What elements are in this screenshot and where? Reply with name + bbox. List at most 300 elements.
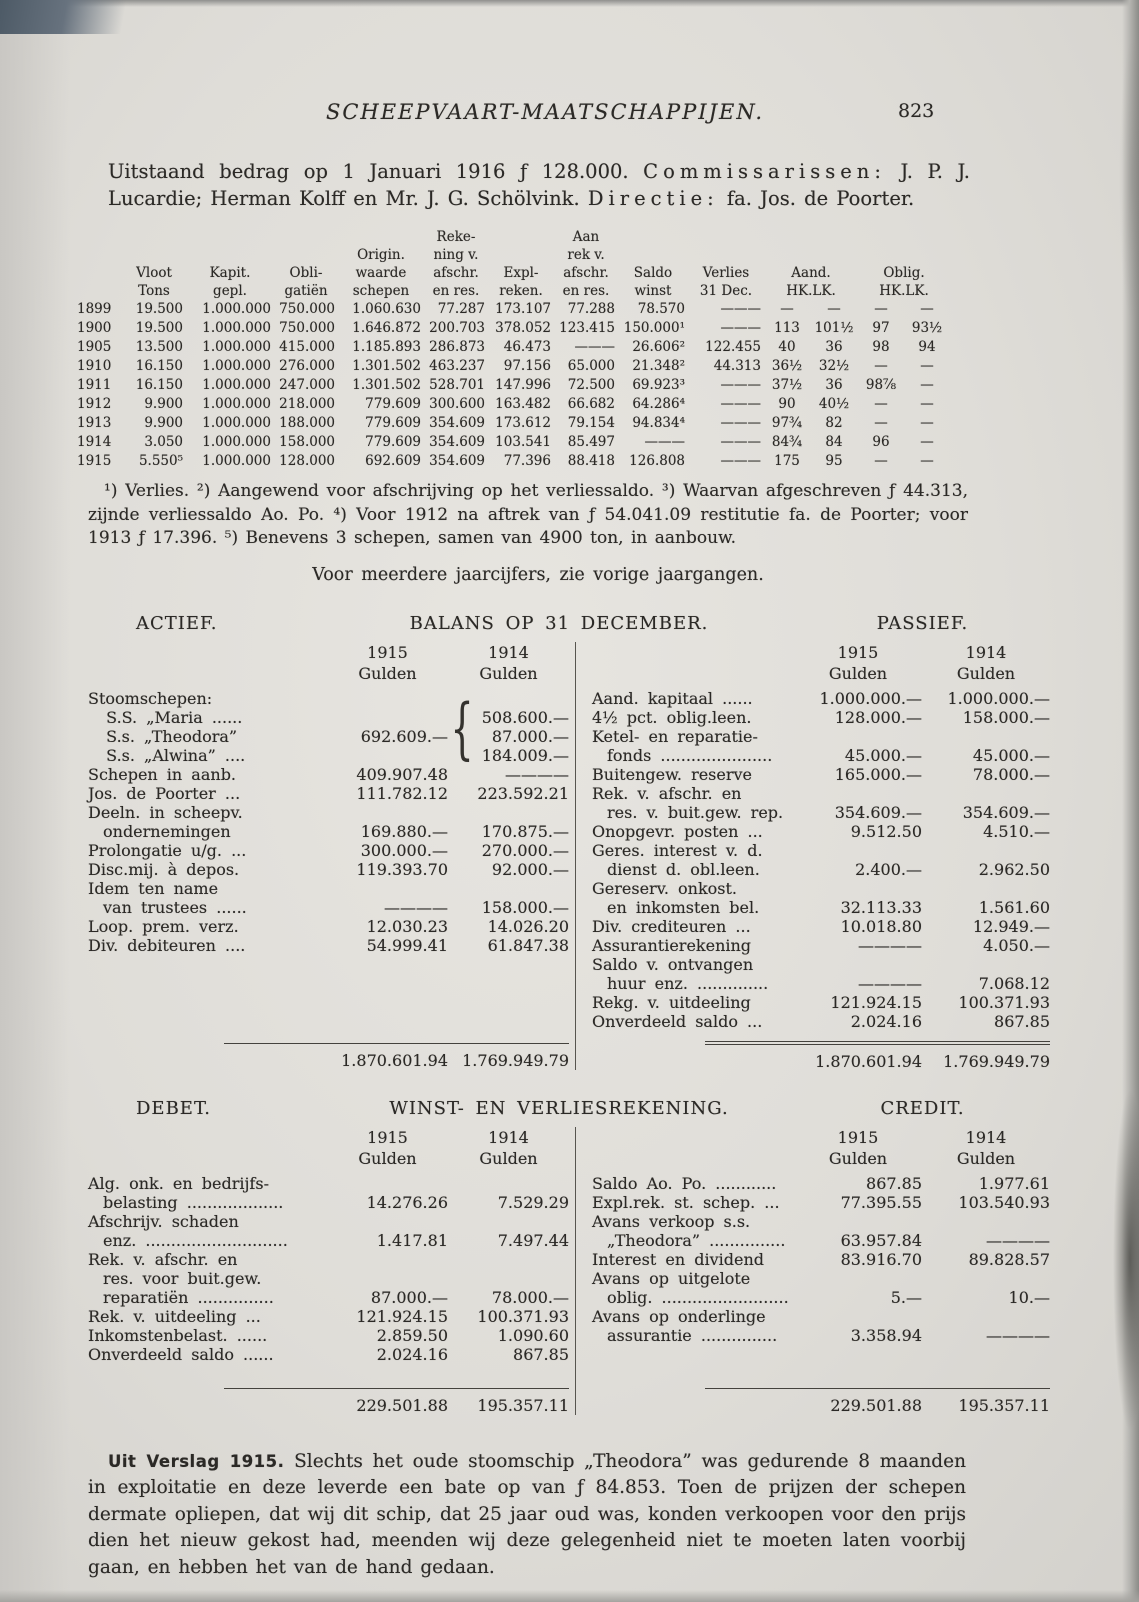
fleet-header-cell: Kapit.	[209, 265, 251, 281]
statement-label: Rekg. v. uitdeeling	[592, 992, 751, 1012]
fleet-cell: 163.482	[495, 396, 551, 412]
statement-label: S.S. „Maria ......	[88, 707, 243, 727]
fleet-row	[74, 414, 950, 433]
statement-row	[592, 784, 1050, 822]
intro-commissarissen-label: Commissarissen:	[643, 160, 886, 183]
statement-label: Div. crediteuren ...	[592, 916, 751, 936]
fleet-cell: 16.150	[135, 377, 183, 393]
fleet-header-row-2	[74, 246, 950, 264]
value-1914: 354.609.—	[962, 802, 1050, 822]
value-1914: ————	[986, 1230, 1050, 1250]
value-1915: 2.024.16	[376, 1344, 448, 1364]
fleet-cell: 82	[825, 415, 843, 431]
statement-label: Stoomschepen:	[88, 688, 213, 708]
value-1914: 100.371.93	[477, 1306, 569, 1326]
value-1915: 169.880.—	[360, 821, 448, 841]
debet-total-row	[88, 1396, 569, 1415]
value-1914: 158.000.—	[962, 707, 1050, 727]
statement-row	[592, 822, 1050, 841]
statement-label: Avans op uitgelote oblig. .........................	[592, 1268, 789, 1307]
fleet-cell: 40	[778, 339, 796, 355]
actief-panel	[88, 642, 575, 1070]
statement-label: Onopgevr. posten ...	[592, 821, 763, 841]
fleet-cell: 1.000.000	[202, 320, 271, 336]
fleet-cell: 173.107	[495, 301, 551, 317]
spacer	[592, 1345, 1050, 1378]
statement-row	[88, 841, 569, 860]
balans-table	[88, 642, 1050, 1070]
fleet-header-cell: schepen	[352, 283, 410, 299]
credit-column-headers	[592, 1127, 1050, 1169]
fleet-cell: 286.873	[429, 339, 485, 355]
fleet-cell: ———	[720, 320, 761, 336]
year-label: 1915	[837, 1127, 879, 1147]
fleet-cell: —	[874, 453, 888, 469]
fleet-header-row-4	[74, 282, 950, 300]
fleet-cell: 97.156	[503, 358, 551, 374]
statement-row	[88, 917, 569, 936]
value-1915: 9.512.50	[850, 821, 922, 841]
fleet-cell: —	[920, 301, 934, 317]
fleet-cell: 779.609	[365, 396, 421, 412]
statement-row	[88, 727, 569, 746]
year-label: 1915	[837, 642, 879, 662]
fleet-cell: 1.646.872	[352, 320, 421, 336]
total-rule	[224, 1388, 569, 1389]
value-1915: 121.924.15	[356, 1306, 448, 1326]
actief-total-1914: 1.769.949.79	[462, 1050, 569, 1070]
fleet-cell: 16.150	[135, 358, 183, 374]
debet-column-headers	[88, 1127, 569, 1169]
fleet-header-cell	[488, 228, 554, 246]
statement-row	[88, 689, 569, 708]
value-1914: 1.090.60	[497, 1325, 569, 1345]
value-1915: 32.113.33	[840, 897, 922, 917]
year-column-1915	[794, 1127, 922, 1169]
statement-label: Div. debiteuren ....	[88, 935, 246, 955]
spacer-cell	[88, 642, 327, 684]
statement-row	[88, 746, 569, 765]
statement-label: Assurantierekening	[592, 935, 752, 955]
fleet-cell: 1.000.000	[202, 339, 271, 355]
fleet-header-row-3	[74, 264, 950, 282]
passief-rows	[592, 689, 1050, 1031]
year-column-1914	[448, 1127, 569, 1169]
scan-artifact	[0, 1590, 1139, 1602]
year-column-1915	[794, 642, 922, 684]
wv-table	[88, 1127, 1050, 1415]
fleet-cell: —	[920, 377, 934, 393]
value-1914: 78.000.—	[972, 764, 1050, 784]
fleet-header-cell: en res.	[562, 283, 610, 299]
statement-row	[88, 1174, 569, 1212]
intro-text-c: J. P. J. Lucardie; Herman Kolff en Mr. J. G. Schölvink.	[108, 160, 970, 210]
fleet-row	[74, 376, 950, 395]
value-1914: 4.510.—	[983, 821, 1050, 841]
total-rule	[705, 1041, 1050, 1045]
fleet-cell: 21.348²	[632, 358, 685, 374]
value-1914: 1.000.000.—	[947, 688, 1050, 708]
fleet-cell: 32½	[818, 358, 850, 374]
fleet-row	[74, 395, 950, 414]
year-column-1914	[922, 642, 1050, 684]
fleet-cell: —	[920, 358, 934, 374]
statement-label: Aand. kapitaal ......	[592, 688, 753, 708]
fleet-cell: 1.000.000	[202, 301, 271, 317]
fleet-cell: 1.000.000	[202, 453, 271, 469]
fleet-cell: 147.996	[495, 377, 551, 393]
verslag-text: Slechts het oude stoomschip „Theodora” was gedurende 8 maanden in exploitatie en deze leverde een bate op van ƒ 84.853. Toen de prijzen der schepen dermate opliepen, dat wij dit schip, dat 25 jaar oud was, konden verkoopen voor den prijs dien het nieuw gekost had, meenden wij deze gelegenheid niet te moeten laten voorbij gaan, en hebben het van de hand gedaan.	[88, 1450, 966, 1578]
fleet-cell: 69.923³	[632, 377, 685, 393]
statement-label: Inkomstenbelast. ......	[88, 1325, 268, 1345]
fleet-cell: 1.301.502	[352, 377, 421, 393]
currency-label: Gulden	[358, 663, 417, 683]
currency-label: Gulden	[828, 1148, 888, 1168]
fleet-header-cell	[618, 246, 950, 264]
value-1915: 10.018.80	[840, 916, 922, 936]
fleet-cell: 354.609	[429, 453, 485, 469]
fleet-cell: —	[780, 301, 794, 317]
fleet-header-cell: HK.LK.	[879, 283, 929, 299]
value-1914: 89.828.57	[968, 1249, 1050, 1269]
fleet-row	[74, 433, 950, 452]
fleet-cell: 1911	[77, 377, 112, 393]
value-1915: 2.400.—	[855, 859, 922, 879]
value-1915: 45.000.—	[844, 745, 922, 765]
fleet-cell: 779.609	[365, 415, 421, 431]
fleet-cell: 96	[872, 434, 890, 450]
fleet-cell: 750.000	[279, 301, 335, 317]
fleet-cell: 122.455	[705, 339, 761, 355]
fleet-header-cell: Expl-	[503, 265, 539, 281]
spacer-cell	[88, 1127, 327, 1169]
credit-total-1914: 195.357.11	[958, 1395, 1050, 1415]
fleet-header-cell: Vloot	[136, 265, 172, 281]
fleet-header-cell: rek v.	[567, 247, 605, 263]
fleet-header-cell	[74, 264, 122, 282]
fleet-cell: 36½	[771, 358, 803, 374]
fleet-cell: 1.000.000	[202, 358, 271, 374]
year-label: 1914	[965, 642, 1007, 662]
value-1914: 14.026.20	[487, 916, 569, 936]
fleet-cell: 276.000	[279, 358, 335, 374]
value-1914: ————	[986, 1325, 1050, 1345]
statement-label: Geres. interest v. d. dienst d. obl.leen.	[592, 840, 763, 879]
value-1915: 12.030.23	[366, 916, 448, 936]
statement-row	[88, 784, 569, 803]
value-1914: 184.009.—	[481, 745, 569, 765]
fleet-cell: 1.301.502	[352, 358, 421, 374]
fleet-cell: 128.000	[279, 453, 335, 469]
value-1915: 83.916.70	[840, 1249, 922, 1269]
passief-heading: PASSIEF.	[876, 612, 969, 634]
fleet-header-row-1	[74, 228, 950, 246]
statement-row	[88, 803, 569, 841]
fleet-cell: 1905	[77, 339, 112, 355]
statement-label: Gereserv. onkost. en inkomsten bel.	[592, 878, 760, 917]
statement-row	[592, 879, 1050, 917]
fleet-cell: 1910	[77, 358, 112, 374]
statement-row	[592, 765, 1050, 784]
statement-label: Ketel- en reparatie- fonds ......................	[592, 726, 773, 765]
fleet-cell: 65.000	[567, 358, 615, 374]
statement-row	[592, 1212, 1050, 1250]
fleet-cell: 1.000.000	[202, 415, 271, 431]
fleet-header-cell: gatiën	[284, 283, 328, 299]
total-rule	[705, 1388, 1050, 1389]
value-1915: 128.000.—	[834, 707, 922, 727]
debet-panel	[88, 1127, 575, 1415]
fleet-cell: 1899	[77, 301, 112, 317]
passief-column-headers	[592, 642, 1050, 684]
year-label: 1915	[367, 1127, 408, 1147]
wv-title: WINST- EN VERLIESREKENING.	[389, 1097, 729, 1119]
statement-label: S.s. „Alwina” ....	[88, 745, 246, 765]
fleet-cell: 46.473	[503, 339, 551, 355]
value-1914: 867.85	[513, 1344, 569, 1364]
value-1914: 4.050.—	[983, 935, 1050, 955]
fleet-header-cell: waarde	[355, 265, 407, 281]
value-1914: ————	[505, 764, 569, 784]
fleet-cell: —	[920, 434, 934, 450]
fleet-header-cell: en res.	[432, 283, 480, 299]
statement-label: Disc.mij. à depos.	[88, 859, 240, 879]
statement-label: Loop. prem. verz.	[88, 916, 239, 936]
intro-text-e: fa. Jos. de Poorter.	[718, 187, 915, 210]
statement-row	[88, 765, 569, 784]
fleet-cell: 113	[774, 320, 800, 336]
value-1914: 92.000.—	[491, 859, 569, 879]
statement-label: Rek. v. afschr. en res. voor buit.gew. reparatiën ...............	[88, 1249, 274, 1307]
fleet-cell: 354.609	[429, 415, 485, 431]
statement-row	[88, 936, 569, 955]
value-1915: 63.957.84	[840, 1230, 922, 1250]
fleet-cell: 19.500	[135, 301, 183, 317]
value-1915: 2.859.50	[376, 1325, 448, 1345]
statement-label: 4½ pct. oblig.leen.	[592, 707, 752, 727]
value-1915: 5.—	[890, 1287, 922, 1307]
fleet-cell: 9.900	[144, 415, 183, 431]
fleet-cell: ———	[720, 396, 761, 412]
fleet-header-cell	[618, 228, 950, 246]
value-1914: 1.561.60	[978, 897, 1050, 917]
year-column-1915	[327, 1127, 448, 1169]
page-number: 823	[898, 100, 935, 122]
fleet-statistics-table	[74, 228, 950, 471]
value-1915: 87.000.—	[370, 1287, 448, 1307]
fleet-cell: 97	[872, 320, 890, 336]
balans-section-header	[88, 613, 1050, 634]
value-1915: 409.907.48	[356, 764, 448, 784]
fleet-header-cell: Aan	[572, 229, 600, 245]
fleet-cell: 750.000	[279, 320, 335, 336]
fleet-cell: 463.237	[429, 358, 485, 374]
fleet-cell: 126.808	[629, 453, 685, 469]
year-column-1915	[327, 642, 448, 684]
statement-row	[88, 1326, 569, 1345]
statement-label: Idem ten name van trustees ......	[88, 878, 247, 917]
more-years-note: Voor meerdere jaarcijfers, zie vorige jaargangen.	[312, 564, 764, 585]
credit-panel	[575, 1127, 1050, 1415]
statement-label: Saldo Ao. Po. ............	[592, 1173, 777, 1193]
fleet-cell: ———	[720, 377, 761, 393]
value-1915: 121.924.15	[830, 992, 922, 1012]
fleet-cell: 64.286⁴	[632, 396, 685, 412]
fleet-cell: 93½	[911, 320, 943, 336]
fleet-cell: 84	[825, 434, 843, 450]
fleet-cell: 103.541	[495, 434, 551, 450]
statement-row	[88, 1212, 569, 1250]
fleet-cell: 1912	[77, 396, 112, 412]
value-1915: ————	[384, 897, 448, 917]
fleet-cell: 98	[872, 339, 890, 355]
statement-row	[88, 860, 569, 879]
fleet-cell: 218.000	[279, 396, 335, 412]
statement-label: Afschrijv. schaden enz. ............................	[88, 1211, 288, 1250]
wv-section-header	[88, 1098, 1050, 1119]
value-1914: 78.000.—	[491, 1287, 569, 1307]
fleet-cell: 354.609	[429, 434, 485, 450]
fleet-cell: —	[827, 301, 841, 317]
statement-label: Interest en dividend	[592, 1249, 764, 1269]
fleet-header-cell: Reke-	[436, 229, 476, 245]
debet-total-1915: 229.501.88	[356, 1395, 448, 1415]
statement-row	[592, 1307, 1050, 1345]
fleet-table-body	[74, 300, 950, 471]
fleet-cell: 1913	[77, 415, 112, 431]
statement-label: Saldo v. ontvangen huur enz. ..............	[592, 954, 769, 993]
fleet-header-cell: winst	[634, 283, 672, 299]
fleet-cell: 1.000.000	[202, 396, 271, 412]
value-1915: 867.85	[866, 1173, 922, 1193]
fleet-cell: 123.415	[559, 320, 615, 336]
statement-label: Schepen in aanb.	[88, 764, 237, 784]
statement-label: Expl.rek. st. schep. ...	[592, 1192, 780, 1212]
year-column-1914	[448, 642, 569, 684]
fleet-cell: 188.000	[279, 415, 335, 431]
statement-row	[592, 1250, 1050, 1269]
fleet-cell: 528.701	[429, 377, 485, 393]
credit-heading: CREDIT.	[880, 1097, 965, 1119]
value-1915: 300.000.—	[360, 840, 448, 860]
fleet-cell: 78.570	[637, 301, 685, 317]
fleet-header-cell: Verlies	[702, 265, 750, 281]
statement-row	[88, 1345, 569, 1364]
debet-total-1914: 195.357.11	[477, 1395, 569, 1415]
fleet-cell: 300.600	[429, 396, 485, 412]
statement-row	[592, 841, 1050, 879]
value-1915: 54.999.41	[366, 935, 448, 955]
value-1915: ————	[858, 935, 922, 955]
fleet-cell: ———	[720, 415, 761, 431]
statement-label: Rek. v. uitdeeling ...	[88, 1306, 261, 1326]
fleet-cell: 72.500	[567, 377, 615, 393]
actief-column-headers	[88, 642, 569, 684]
value-1915: 692.609.—	[360, 726, 448, 746]
statement-label: Buitengew. reserve	[592, 764, 753, 784]
fleet-cell: —	[874, 396, 888, 412]
fleet-header-cell	[488, 246, 554, 264]
passief-total-1915: 1.870.601.94	[815, 1051, 922, 1071]
fleet-cell: 247.000	[279, 377, 335, 393]
currency-label: Gulden	[828, 663, 888, 683]
footnotes: ¹) Verlies. ²) Aangewend voor afschrijving op het verliessaldo. ³) Waarvan afgeschreven ƒ 44.313, zijnde verliessaldo Ao. Po. ⁴) Voor 1912 na aftrek van ƒ 54.041.09 restitutie fa. de Poorter; voor 1913 ƒ 17.396. ⁵) Benevens 3 schepen, samen van 4900 ton, in aanbouw.	[88, 481, 968, 548]
value-1914: 103.540.93	[958, 1192, 1050, 1212]
statement-row	[592, 917, 1050, 936]
statement-label: S.s. „Theodora”	[88, 726, 238, 746]
fleet-cell: 88.418	[567, 453, 615, 469]
statement-row	[88, 1307, 569, 1326]
value-1915: 119.393.70	[356, 859, 448, 879]
fleet-header-cell: 31 Dec.	[699, 283, 753, 299]
fleet-cell: 79.154	[567, 415, 615, 431]
fleet-cell: 13.500	[135, 339, 183, 355]
year-label: 1914	[965, 1127, 1007, 1147]
fleet-header-cell: ning v.	[433, 247, 479, 263]
statement-row	[592, 708, 1050, 727]
passief-total-row	[592, 1052, 1050, 1071]
fleet-cell: —	[874, 301, 888, 317]
fleet-header-cell: afschr.	[563, 265, 609, 281]
currency-label: Gulden	[956, 1148, 1016, 1168]
passief-total-1914: 1.769.949.79	[943, 1051, 1050, 1071]
verslag-lead: Uit Verslag 1915.	[108, 1451, 285, 1471]
value-1914: 100.371.93	[958, 992, 1050, 1012]
fleet-cell: —	[874, 358, 888, 374]
actief-total-row	[88, 1051, 569, 1070]
statement-row	[592, 1174, 1050, 1193]
spacer-cell	[592, 642, 794, 684]
balans-title: BALANS OP 31 DECEMBER.	[409, 612, 709, 634]
fleet-cell: 66.682	[567, 396, 615, 412]
fleet-cell: 94.834⁴	[632, 415, 685, 431]
fleet-cell: 77.396	[503, 453, 551, 469]
fleet-cell: 85.497	[567, 434, 615, 450]
fleet-header-cell: Aand.	[791, 265, 831, 281]
page-title: SCHEEPVAART-MAATSCHAPPIJEN.	[325, 100, 765, 124]
value-1914: 7.497.44	[497, 1230, 569, 1250]
debet-heading: DEBET.	[136, 1097, 212, 1119]
fleet-cell: 1915	[77, 453, 112, 469]
fleet-cell: ———	[644, 434, 685, 450]
value-1914: 12.949.—	[972, 916, 1050, 936]
fleet-cell: 1.060.630	[352, 301, 421, 317]
fleet-cell: ———	[720, 453, 761, 469]
value-1914: 508.600.—	[481, 707, 569, 727]
fleet-cell: 94	[918, 339, 936, 355]
value-1914: 170.875.—	[481, 821, 569, 841]
debet-rows	[88, 1174, 569, 1364]
value-1914: 7.068.12	[978, 973, 1050, 993]
fleet-cell: 1.185.893	[352, 339, 421, 355]
value-1915: 14.276.26	[366, 1192, 448, 1212]
brace-icon: {	[450, 689, 474, 767]
verslag-paragraph	[88, 1449, 966, 1582]
fleet-cell: 158.000	[279, 434, 335, 450]
value-1915: 354.609.—	[834, 802, 922, 822]
fleet-row	[74, 300, 950, 319]
fleet-header-cell	[74, 246, 338, 264]
fleet-cell: ———	[574, 339, 615, 355]
statement-row	[592, 1012, 1050, 1031]
statement-row	[88, 708, 569, 727]
statement-row	[592, 1269, 1050, 1307]
statement-label: Avans op onderlinge assurantie ...............	[592, 1306, 778, 1345]
actief-rows	[88, 689, 569, 955]
year-label: 1915	[367, 642, 408, 662]
spacer	[88, 1364, 569, 1378]
value-1915: 111.782.12	[356, 783, 448, 803]
